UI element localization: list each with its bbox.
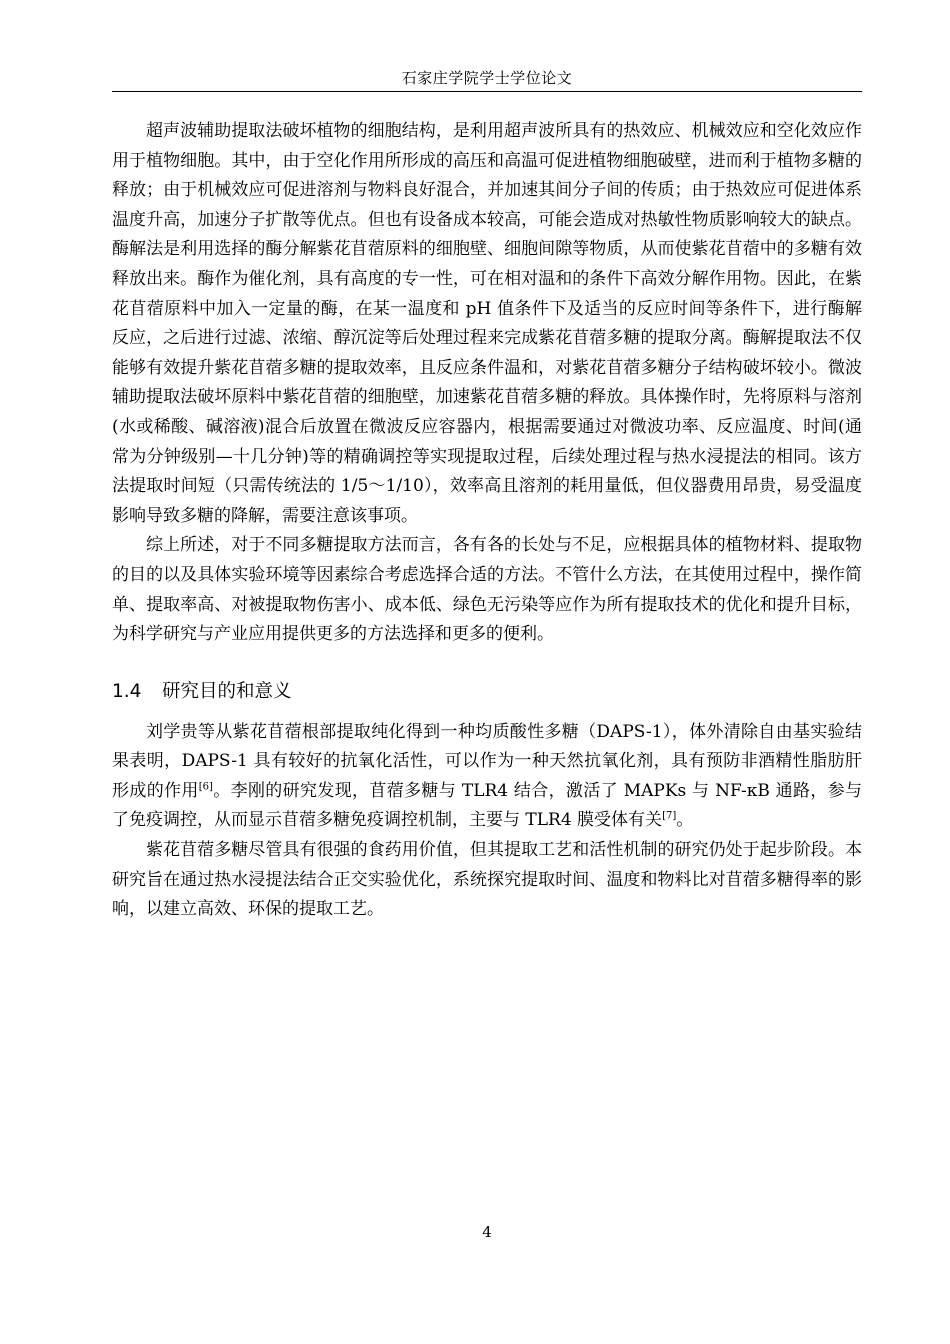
citation-7: [7]: [662, 810, 677, 822]
header-rule: [112, 91, 862, 92]
paragraph-text: 。: [676, 810, 694, 831]
paragraph-prior-research: [112, 718, 862, 836]
paragraph-summary: 综上所述，对于不同多糖提取方法而言，各有各的长处与不足，应根据具体的植物材料、提取物的目的以及具体实验环境等因素综合考虑选择合适的方法。不管什么方法，在其使用过程中，操作简单、提取率高、对被提取物伤害小、成本低、绿色无污染等应作为所有提取技术的优化和提升目标，为科学研究与产业应用提供更多的方法选择和更多的便利。: [112, 535, 862, 645]
paragraph-text: 。李刚的研究发现，苜蓿多糖与 TLR4 结合，激活了 MAPKs 与 NF-κB 通路，参与了免疫调控，从而显示苜蓿多糖免疫调控机制，主要与 TLR4 膜受体有关: [112, 780, 863, 831]
running-header: 石家庄学院学士学位论文: [401, 69, 573, 87]
paragraph-text: 刘学贵等从紫花苜蓿根部提取纯化得到一种均质酸性多糖（DAPS-1），体外清除自由基实验结果表明，DAPS-1 具有较好的抗氧化活性，可以作为一种天然抗氧化剂，具有预防非酒精性脂肪肝形成的作用: [112, 721, 862, 801]
section-title: 研究目的和意义: [162, 680, 292, 702]
paragraph-research-aim: 紫花苜蓿多糖尽管具有很强的食药用价值，但其提取工艺和活性机制的研究仍处于起步阶段。本研究旨在通过热水浸提法结合正交实验优化，系统探究提取时间、温度和物料比对苜蓿多糖得率的影响，以建立高效、环保的提取工艺。: [112, 840, 862, 920]
citation-6: [6]: [198, 781, 213, 793]
paragraph-extraction-methods: 超声波辅助提取法破坏植物的细胞结构，是利用超声波所具有的热效应、机械效应和空化效应作用于植物细胞。其中，由于空化作用所形成的高压和高温可促进植物细胞破壁，进而利于植物多糖的释放；由于机械效应可促进溶剂与物料良好混合，并加速其间分子间的传质；由于热效应可促进体系温度升高，加速分子扩散等优点。但也有设备成本较高，可能会造成对热敏性物质影响较大的缺点。酶解法是利用选择的酶分解紫花苜蓿原料的细胞壁、细胞间隙等物质，从而使紫花苜蓿中的多糖有效释放出来。酶作为催化剂，具有高度的专一性，可在相对温和的条件下高效分解作用物。因此，在紫花苜蓿原料中加入一定量的酶，在某一温度和 pH 值条件下及适当的反应时间等条件下，进行酶解反应，之后进行过滤、浓缩、醇沉淀等后处理过程来完成紫花苜蓿多糖的提取分离。酶解提取法不仅能够有效提升紫花苜蓿多糖的提取效率，且反应条件温和，对紫花苜蓿多糖分子结构破坏较小。微波辅助提取法破坏原料中紫花苜蓿的细胞壁，加速紫花苜蓿多糖的释放。具体操作时，先将原料与溶剂(水或稀酸、碱溶液)混合后放置在微波反应容器内，根据需要通过对微波功率、反应温度、时间(通常为分钟级别—十几分钟)等的精确调控等实现提取过程，后续处理过程与热水浸提法的相同。该方法提取时间短（只需传统法的 1/5～1/10），效率高且溶剂的耗用量低，但仪器费用昂贵，易受温度影响导致多糖的降解，需要注意该事项。: [112, 121, 862, 526]
body-text: [112, 117, 862, 925]
section-number: 1.4: [112, 680, 142, 702]
page-number: 4: [482, 1223, 492, 1241]
section-heading: [112, 679, 862, 705]
